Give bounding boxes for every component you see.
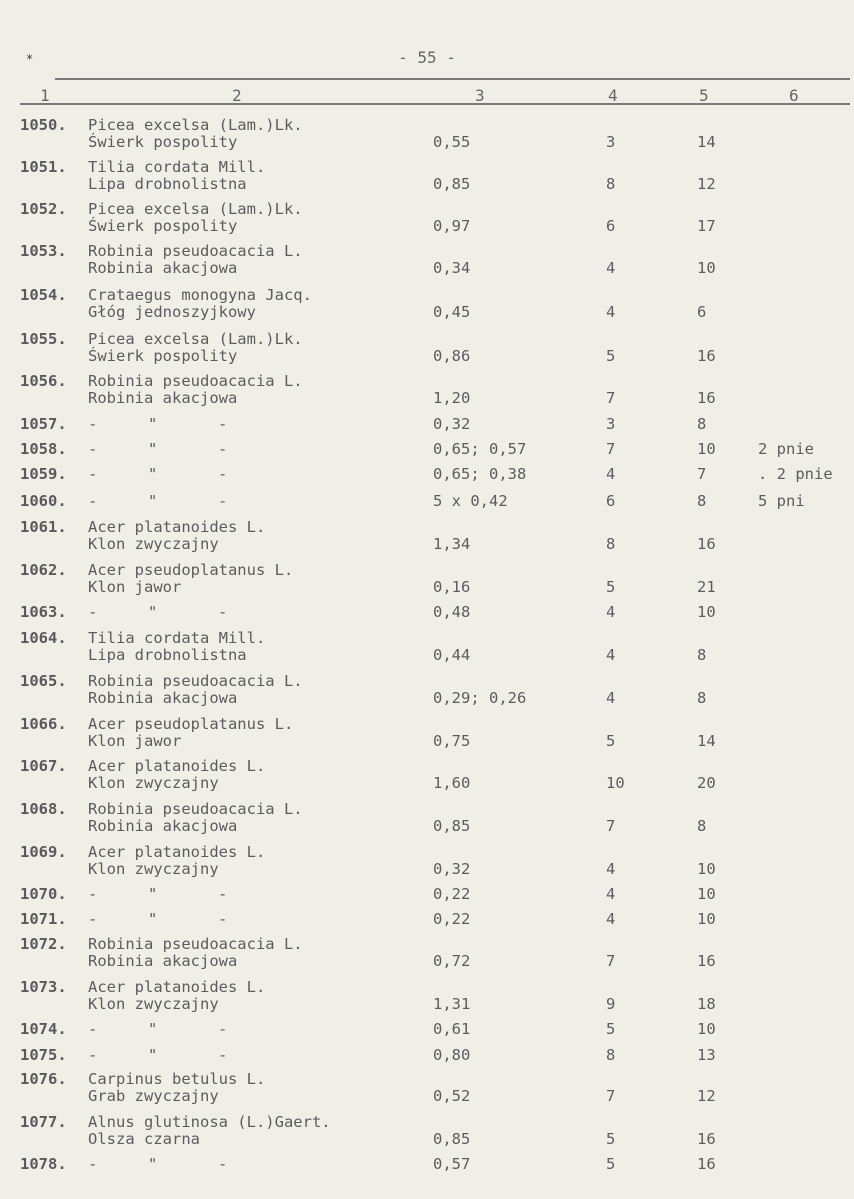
header-col-4: 4 [608,86,618,105]
ditto-quote: " [148,492,158,510]
row-number: 1065. [20,672,67,690]
col3-value: 0,22 [433,910,471,928]
row-number: 1059. [20,465,67,483]
row-number: 1067. [20,757,67,775]
polish-name: Świerk pospolity [88,133,238,151]
polish-name: Klon zwyczajny [88,995,219,1013]
polish-name: Klon jawor [88,578,182,596]
row-number: 1061. [20,518,67,536]
col4-value: 6 [606,217,616,235]
latin-name: Robinia pseudoacacia L. [88,672,303,690]
col3-value: 5 x 0,42 [433,492,508,510]
col3-value: 0,85 [433,817,471,835]
col4-value: 3 [606,415,616,433]
col3-value: 0,52 [433,1087,471,1105]
header-col-1: 1 [40,86,50,105]
row-number: 1066. [20,715,67,733]
ditto-dash: - [88,1046,98,1064]
ditto-dash: - [218,910,228,928]
col4-value: 4 [606,910,616,928]
ditto-quote: " [148,603,158,621]
col5-value: 12 [697,175,716,193]
latin-name: Acer platanoides L. [88,518,266,536]
col4-value: 4 [606,885,616,903]
row-number: 1054. [20,286,67,304]
col4-value: 5 [606,1155,616,1173]
row-number: 1063. [20,603,67,621]
col5-value: 8 [697,646,707,664]
page-number: - 55 - [398,48,456,67]
row-number: 1053. [20,242,67,260]
latin-name: Tilia cordata Mill. [88,158,266,176]
col3-value: 0,97 [433,217,471,235]
col5-value: 12 [697,1087,716,1105]
header-col-5: 5 [699,86,709,105]
col4-value: 5 [606,1020,616,1038]
ditto-quote: " [148,885,158,903]
row-number: 1069. [20,843,67,861]
latin-name: Crataegus monogyna Jacq. [88,286,312,304]
ditto-dash: - [88,415,98,433]
col5-value: 16 [697,535,716,553]
row-number: 1074. [20,1020,67,1038]
row-number: 1068. [20,800,67,818]
col4-value: 4 [606,465,616,483]
ditto-quote: " [148,1046,158,1064]
polish-name: Robinia akacjowa [88,259,238,277]
ditto-quote: " [148,415,158,433]
ditto-dash: - [218,492,228,510]
col5-value: 8 [697,492,707,510]
row-number: 1052. [20,200,67,218]
col3-value: 1,20 [433,389,471,407]
row-number: 1071. [20,910,67,928]
col5-value: 17 [697,217,716,235]
ditto-dash: - [218,415,228,433]
col4-value: 7 [606,389,616,407]
row-number: 1077. [20,1113,67,1131]
polish-name: Głóg jednoszyjkowy [88,303,256,321]
row-number: 1058. [20,440,67,458]
col5-value: 16 [697,1155,716,1173]
polish-name: Świerk pospolity [88,347,238,365]
col3-value: 0,72 [433,952,471,970]
latin-name: Alnus glutinosa (L.)Gaert. [88,1113,331,1131]
latin-name: Acer pseudoplatanus L. [88,715,294,733]
col6-note: . 2 pnie [758,465,833,483]
latin-name: Robinia pseudoacacia L. [88,800,303,818]
col4-value: 4 [606,259,616,277]
col4-value: 5 [606,578,616,596]
col4-value: 9 [606,995,616,1013]
ditto-dash: - [218,465,228,483]
ditto-dash: - [218,1020,228,1038]
latin-name: Carpinus betulus L. [88,1070,266,1088]
row-number: 1057. [20,415,67,433]
col3-value: 0,32 [433,860,471,878]
col5-value: 16 [697,952,716,970]
row-number: 1055. [20,330,67,348]
ditto-quote: " [148,465,158,483]
col3-value: 0,65; 0,38 [433,465,527,483]
col4-value: 4 [606,689,616,707]
col5-value: 16 [697,389,716,407]
col3-value: 1,34 [433,535,471,553]
col5-value: 10 [697,603,716,621]
col3-value: 0,80 [433,1046,471,1064]
col3-value: 0,85 [433,1130,471,1148]
latin-name: Picea excelsa (Lam.)Lk. [88,116,303,134]
row-number: 1050. [20,116,67,134]
col3-value: 0,29; 0,26 [433,689,527,707]
col4-value: 8 [606,1046,616,1064]
polish-name: Robinia akacjowa [88,689,238,707]
col4-value: 5 [606,347,616,365]
col4-value: 7 [606,952,616,970]
latin-name: Acer platanoides L. [88,978,266,996]
col5-value: 8 [697,415,707,433]
row-number: 1064. [20,629,67,647]
col5-value: 21 [697,578,716,596]
latin-name: Acer platanoides L. [88,843,266,861]
latin-name: Picea excelsa (Lam.)Lk. [88,200,303,218]
col5-value: 8 [697,817,707,835]
ditto-dash: - [88,885,98,903]
latin-name: Acer pseudoplatanus L. [88,561,294,579]
col5-value: 13 [697,1046,716,1064]
col3-value: 1,60 [433,774,471,792]
row-number: 1062. [20,561,67,579]
row-number: 1078. [20,1155,67,1173]
ditto-dash: - [218,440,228,458]
ditto-quote: " [148,910,158,928]
col3-value: 0,16 [433,578,471,596]
col5-value: 8 [697,689,707,707]
header-col-6: 6 [789,86,799,105]
latin-name: Robinia pseudoacacia L. [88,372,303,390]
latin-name: Tilia cordata Mill. [88,629,266,647]
col5-value: 10 [697,910,716,928]
col3-value: 0,55 [433,133,471,151]
col4-value: 8 [606,175,616,193]
col5-value: 6 [697,303,707,321]
col4-value: 10 [606,774,625,792]
col3-value: 0,44 [433,646,471,664]
col6-note: 2 pnie [758,440,814,458]
col3-value: 0,48 [433,603,471,621]
col3-value: 0,86 [433,347,471,365]
top-rule [55,78,850,80]
col3-value: 0,22 [433,885,471,903]
polish-name: Robinia akacjowa [88,952,238,970]
ditto-dash: - [88,603,98,621]
ditto-dash: - [218,1046,228,1064]
col4-value: 5 [606,1130,616,1148]
polish-name: Klon zwyczajny [88,774,219,792]
row-number: 1060. [20,492,67,510]
col5-value: 14 [697,732,716,750]
col4-value: 4 [606,646,616,664]
row-number: 1075. [20,1046,67,1064]
ditto-quote: " [148,440,158,458]
ditto-quote: " [148,1155,158,1173]
ditto-dash: - [88,1020,98,1038]
col4-value: 3 [606,133,616,151]
latin-name: Picea excelsa (Lam.)Lk. [88,330,303,348]
col5-value: 10 [697,259,716,277]
col3-value: 0,65; 0,57 [433,440,527,458]
row-number: 1056. [20,372,67,390]
col3-value: 0,75 [433,732,471,750]
col5-value: 10 [697,885,716,903]
row-number: 1070. [20,885,67,903]
col6-note: 5 pni [758,492,805,510]
polish-name: Klon zwyczajny [88,860,219,878]
col3-value: 1,31 [433,995,471,1013]
polish-name: Robinia akacjowa [88,817,238,835]
polish-name: Świerk pospolity [88,217,238,235]
polish-name: Lipa drobnolistna [88,175,247,193]
col5-value: 16 [697,347,716,365]
col4-value: 8 [606,535,616,553]
header-col-2: 2 [232,86,242,105]
polish-name: Lipa drobnolistna [88,646,247,664]
row-number: 1073. [20,978,67,996]
col4-value: 7 [606,1087,616,1105]
col3-value: 0,85 [433,175,471,193]
row-number: 1072. [20,935,67,953]
stray-mark: * [26,52,34,66]
col3-value: 0,32 [433,415,471,433]
ditto-dash: - [218,1155,228,1173]
latin-name: Robinia pseudoacacia L. [88,242,303,260]
col5-value: 16 [697,1130,716,1148]
latin-name: Robinia pseudoacacia L. [88,935,303,953]
col3-value: 0,34 [433,259,471,277]
polish-name: Grab zwyczajny [88,1087,219,1105]
col5-value: 18 [697,995,716,1013]
ditto-quote: " [148,1020,158,1038]
col4-value: 4 [606,860,616,878]
col5-value: 14 [697,133,716,151]
col4-value: 4 [606,603,616,621]
header-rule [20,103,850,105]
col3-value: 0,57 [433,1155,471,1173]
ditto-dash: - [218,603,228,621]
col4-value: 4 [606,303,616,321]
ditto-dash: - [218,885,228,903]
header-col-3: 3 [475,86,485,105]
polish-name: Robinia akacjowa [88,389,238,407]
col4-value: 5 [606,732,616,750]
ditto-dash: - [88,492,98,510]
ditto-dash: - [88,465,98,483]
col5-value: 7 [697,465,707,483]
ditto-dash: - [88,440,98,458]
col4-value: 7 [606,817,616,835]
latin-name: Acer platanoides L. [88,757,266,775]
polish-name: Olsza czarna [88,1130,200,1148]
col4-value: 7 [606,440,616,458]
row-number: 1076. [20,1070,67,1088]
ditto-dash: - [88,1155,98,1173]
polish-name: Klon zwyczajny [88,535,219,553]
row-number: 1051. [20,158,67,176]
ditto-dash: - [88,910,98,928]
col5-value: 20 [697,774,716,792]
col5-value: 10 [697,440,716,458]
col3-value: 0,45 [433,303,471,321]
polish-name: Klon jawor [88,732,182,750]
col3-value: 0,61 [433,1020,471,1038]
col4-value: 6 [606,492,616,510]
col5-value: 10 [697,860,716,878]
col5-value: 10 [697,1020,716,1038]
